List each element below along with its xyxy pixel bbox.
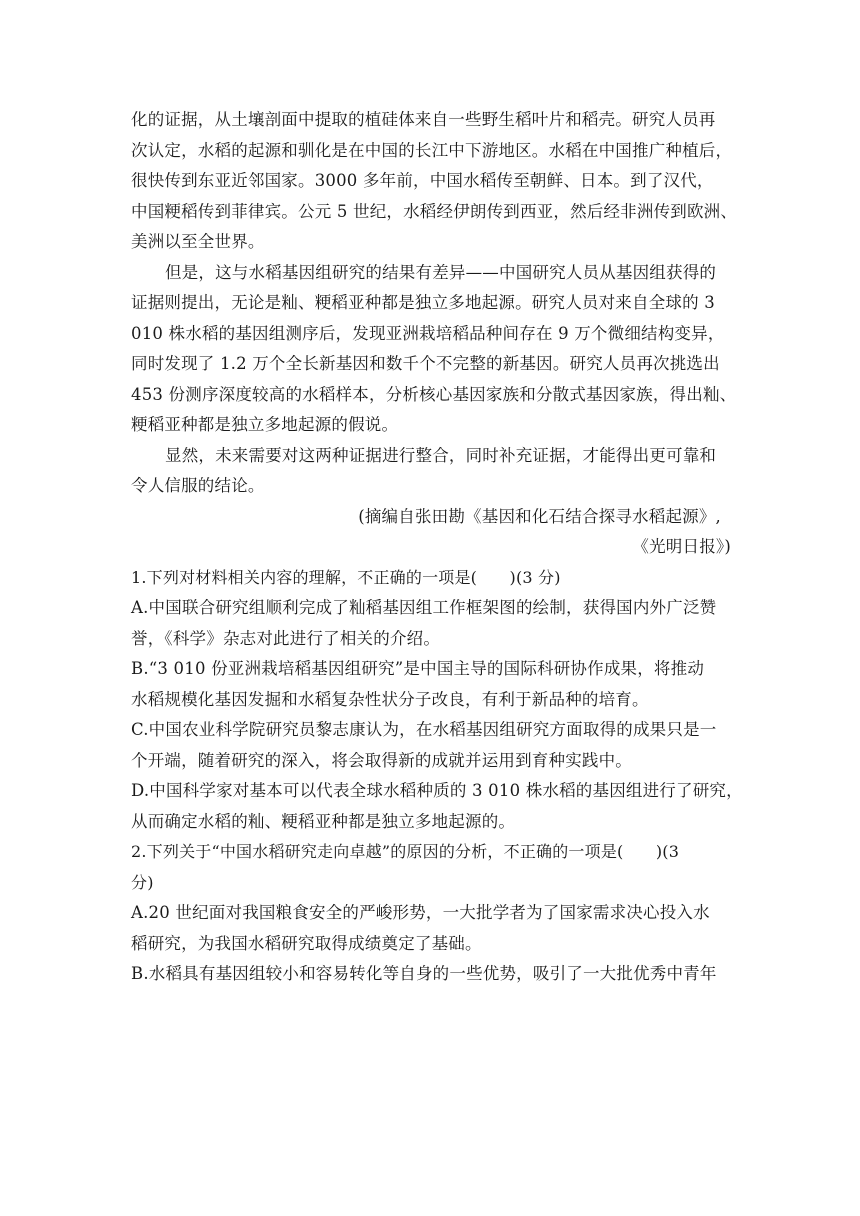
- question-stem: 2.下列关于“中国水稻研究走向卓越”的原因的分析，不正确的一项是( )(3: [131, 842, 680, 861]
- text-line: 453 份测序深度较高的水稻样本，分析核心基因家族和分散式基因家族，得出籼、: [131, 384, 737, 404]
- option-line: C.中国农业科学院研究员黎志康认为，在水稻基因组研究方面取得的成果只是一: [131, 720, 717, 739]
- text-line: 显然，未来需要对这两种证据进行整合，同时补充证据，才能得出更可靠和: [165, 445, 717, 465]
- option-a: [131, 593, 731, 654]
- option-line: A.20 世纪面对我国粮食安全的严峻形势，一大批学者为了国家需求决心投入水: [131, 903, 710, 922]
- text-line: 粳稻亚种都是独立多地起源的假说。: [131, 415, 399, 434]
- text-line: 化的证据，从土壤剖面中提取的植硅体来自一些野生稻叶片和稻壳。研究人员再: [131, 110, 716, 129]
- option-c: [131, 715, 731, 776]
- text-line: 美洲以至全世界。: [131, 232, 265, 251]
- option-b: [131, 959, 731, 990]
- passage-paragraph-2: [131, 258, 737, 441]
- source-line: 《光明日报》): [632, 537, 731, 556]
- text-line: 010 株水稻的基因组测序后，发现亚洲栽培稻品种间存在 9 万个微细结构变异，: [131, 323, 725, 343]
- passage-source: [131, 502, 731, 563]
- text-line: 次认定，水稻的起源和驯化是在中国的长江中下游地区。水稻在中国推广种植后，: [131, 140, 733, 160]
- question-1: [131, 563, 743, 838]
- source-line: (摘编自张田勘《基因和化石结合探寻水稻起源》,: [358, 506, 721, 526]
- passage-paragraph-3: [131, 441, 731, 502]
- passage-paragraph-1: [131, 105, 738, 258]
- option-d: [131, 776, 743, 837]
- option-line: 个开端，随着研究的深入，将会取得新的成就并运用到育种实践中。: [131, 750, 632, 770]
- option-line: B.“3 010 份亚洲栽培稻基因组研究”是中国主导的国际科研协作成果，将推动: [131, 659, 705, 678]
- option-line: D.中国科学家对基本可以代表全球水稻种质的 3 010 株水稻的基因组进行了研究，: [131, 781, 743, 800]
- option-line: A.中国联合研究组顺利完成了籼稻基因组工作框架图的绘制，获得国内外广泛赞: [131, 598, 717, 617]
- option-line: 从而确定水稻的籼、粳稻亚种都是独立多地起源的。: [131, 811, 516, 831]
- question-2: [131, 837, 731, 990]
- option-b: [131, 654, 731, 715]
- text-line: 中国粳稻传到菲律宾。公元 5 世纪，水稻经伊朗传到西亚，然后经非洲传到欧洲、: [131, 201, 738, 221]
- question-stem: 1.下列对材料相关内容的理解，不正确的一项是( )(3 分): [131, 567, 561, 587]
- text-line: 很快传到东亚近邻国家。3000 多年前，中国水稻传至朝鲜、日本。到了汉代，: [131, 171, 714, 190]
- option-line: 誉，《科学》杂志对此进行了相关的介绍。: [131, 628, 441, 648]
- question-stem: 分): [131, 872, 154, 892]
- option-a: [131, 898, 731, 959]
- option-line: 水稻规模化基因发掘和水稻复杂性状分子改良，有利于新品种的培育。: [131, 689, 649, 709]
- document-body: [131, 105, 743, 990]
- text-line: 但是，这与水稻基因组研究的结果有差异——中国研究人员从基因组获得的: [165, 262, 717, 282]
- text-line: 同时发现了 1.2 万个全长新基因和数千个不完整的新基因。研究人员再次挑选出: [131, 354, 720, 373]
- text-line: 令人信服的结论。: [131, 476, 265, 495]
- option-line: B.水稻具有基因组较小和容易转化等自身的一些优势，吸引了一大批优秀中青年: [131, 964, 717, 983]
- option-line: 稻研究，为我国水稻研究取得成绩奠定了基础。: [131, 933, 482, 953]
- text-line: 证据则提出，无论是籼、粳稻亚种都是独立多地起源。研究人员对来自全球的 3: [131, 293, 715, 312]
